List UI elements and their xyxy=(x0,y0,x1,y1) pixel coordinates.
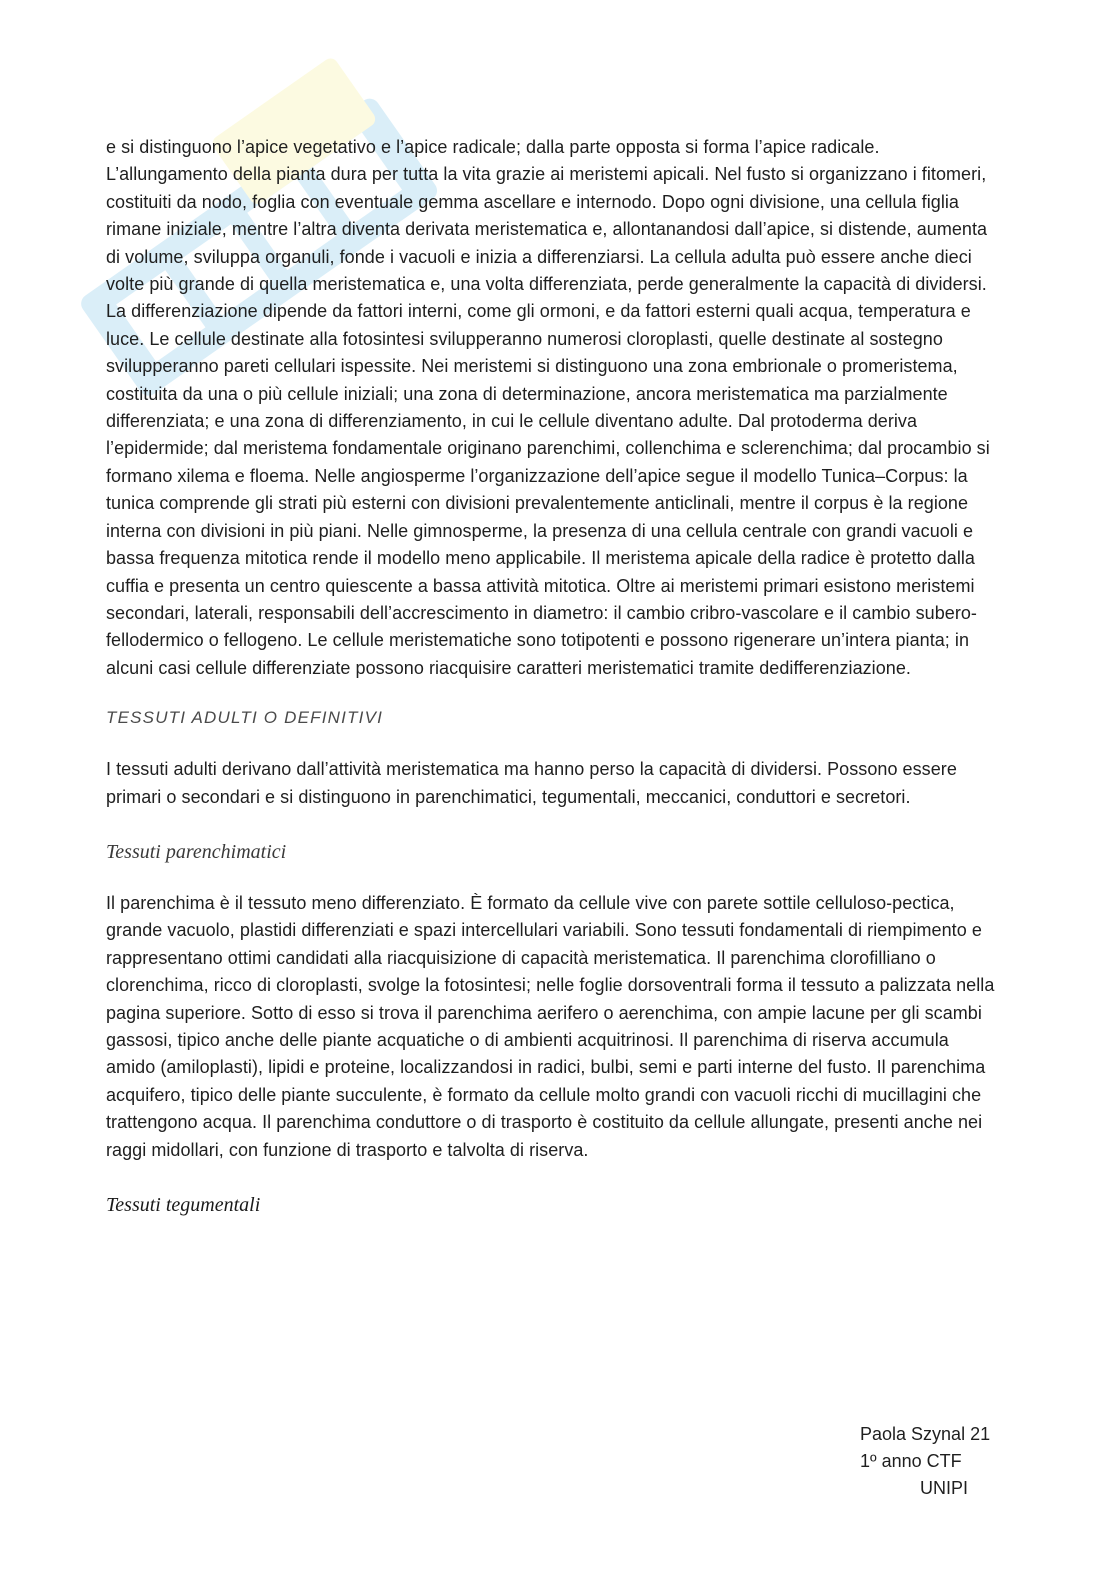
footer-university: UNIPI xyxy=(920,1478,969,1498)
footer-line-author xyxy=(860,1421,1020,1448)
page-footer xyxy=(860,1421,1020,1502)
heading-tessuti-adulti: TESSUTI ADULTI O DEFINITIVI xyxy=(106,708,384,728)
paragraph-tessuti-adulti: I tessuti adulti derivano dall’attività meristematica ma hanno perso la capacità di dividersi. Possono essere primari o secondari e si distinguono in parenchimatici, tegumentali, meccanici, conduttori e secretori. xyxy=(106,759,957,807)
paragraph-parenchima: Il parenchima è il tessuto meno differenziato. È formato da cellule vive con parete sottile celluloso-pectica, grande vacuolo, plastidi differenziati e spazi intercellulari variabili. Sono tessuti fondamentali di riempimento e rappresentano ottimi candidati alla riacquisizione di capacità meristematica. Il parenchima clorofilliano o clorenchima, ricco di cloroplasti, svolge la fotosintesi; nelle foglie dorsoventrali forma il tessuto a palizzata nella pagina superiore. Sotto di esso si trova il parenchima aerifero o aerenchima, con ampie lacune per gli scambi gassosi, tipico anche delle piante acquatiche o di ambienti acquitrinosi. Il parenchima di riserva accumula amido (amiloplasti), lipidi e proteine, localizzandosi in radici, bulbi, semi e parti interne del fusto. Il parenchima acquifero, tipico delle piante succulente, è formato da cellule molto grandi con vacuoli ricchi di mucillagini che trattengono acqua. Il parenchima conduttore o di trasporto è costituito da cellule allungate, presenti anche nei raggi midollari, con funzione di trasporto e talvolta di riserva. xyxy=(106,892,995,1160)
paragraph-meristemi: e si distinguono l’apice vegetativo e l’apice radicale; dalla parte opposta si forma l’apice radicale. L’allungamento della pianta dura per tutta la vita grazie ai meristemi apicali. Nel fusto si organizzano i fitomeri, costituiti da nodo, foglia con eventuale gemma ascellare e internodo. Dopo ogni divisione, una cellula figlia rimane iniziale, mentre l’altra diventa derivata meristematica e, allontanandosi dall’apice, si distende, aumenta di volume, sviluppa organuli, fonde i vacuoli e inizia a differenziarsi. La cellula adulta può essere anche dieci volte più grande di quella meristematica e, una volta differenziata, perde generalmente la capacità di dividersi. La differenziazione dipende da fattori interni, come gli ormoni, e da fattori esterni quali acqua, temperatura e luce. Le cellule destinate alla fotosintesi svilupperanno numerosi cloroplasti, quelle destinate al sostegno svilupperanno pareti cellulari ispessite. Nei meristemi si distinguono una zona embrionale o promeristema, costituita da una o più cellule iniziali; una zona di determinazione, ancora meristematica ma parzialmente differenziata; e una zona di differenziamento, in cui le cellule diventano adulte. Dal protoderma deriva l’epidermide; dal meristema fondamentale originano parenchimi, collenchima e sclerenchima; dal procambio si formano xilema e floema. Nelle angiosperme l’organizzazione dell’apice segue il modello Tunica–Corpus: la tunica comprende gli strati più esterni con divisioni prevalentemente anticlinali, mentre il corpus è la regione interna con divisioni in più piani. Nelle gimnosperme, la presenza di una cellula centrale con grandi vacuoli e bassa frequenza mitotica rende il modello meno applicabile. Il meristema apicale della radice è protetto dalla cuffia e presenta un centro quiescente a bassa attività mitotica. Oltre ai meristemi primari esistono meristemi secondari, laterali, responsabili dell’accrescimento in diametro: il cambio cribro-vascolare e il cambio subero-fellodermico o fellogeno. Le cellule meristematiche sono totipotenti e possono rigenerare un’intera pianta; in alcuni casi cellule differenziate possono riacquisire caratteri meristematici tramite dedifferenziazione. xyxy=(106,137,990,678)
footer-course: 1º anno CTF xyxy=(860,1451,962,1471)
footer-author: Paola Szynal xyxy=(860,1424,966,1444)
document-body xyxy=(106,134,1000,1243)
page-number: 21 xyxy=(970,1424,991,1444)
heading-tessuti-tegumentali: Tessuti tegumentali xyxy=(106,1194,261,1216)
heading-tessuti-parenchimatici: Tessuti parenchimatici xyxy=(106,840,287,863)
